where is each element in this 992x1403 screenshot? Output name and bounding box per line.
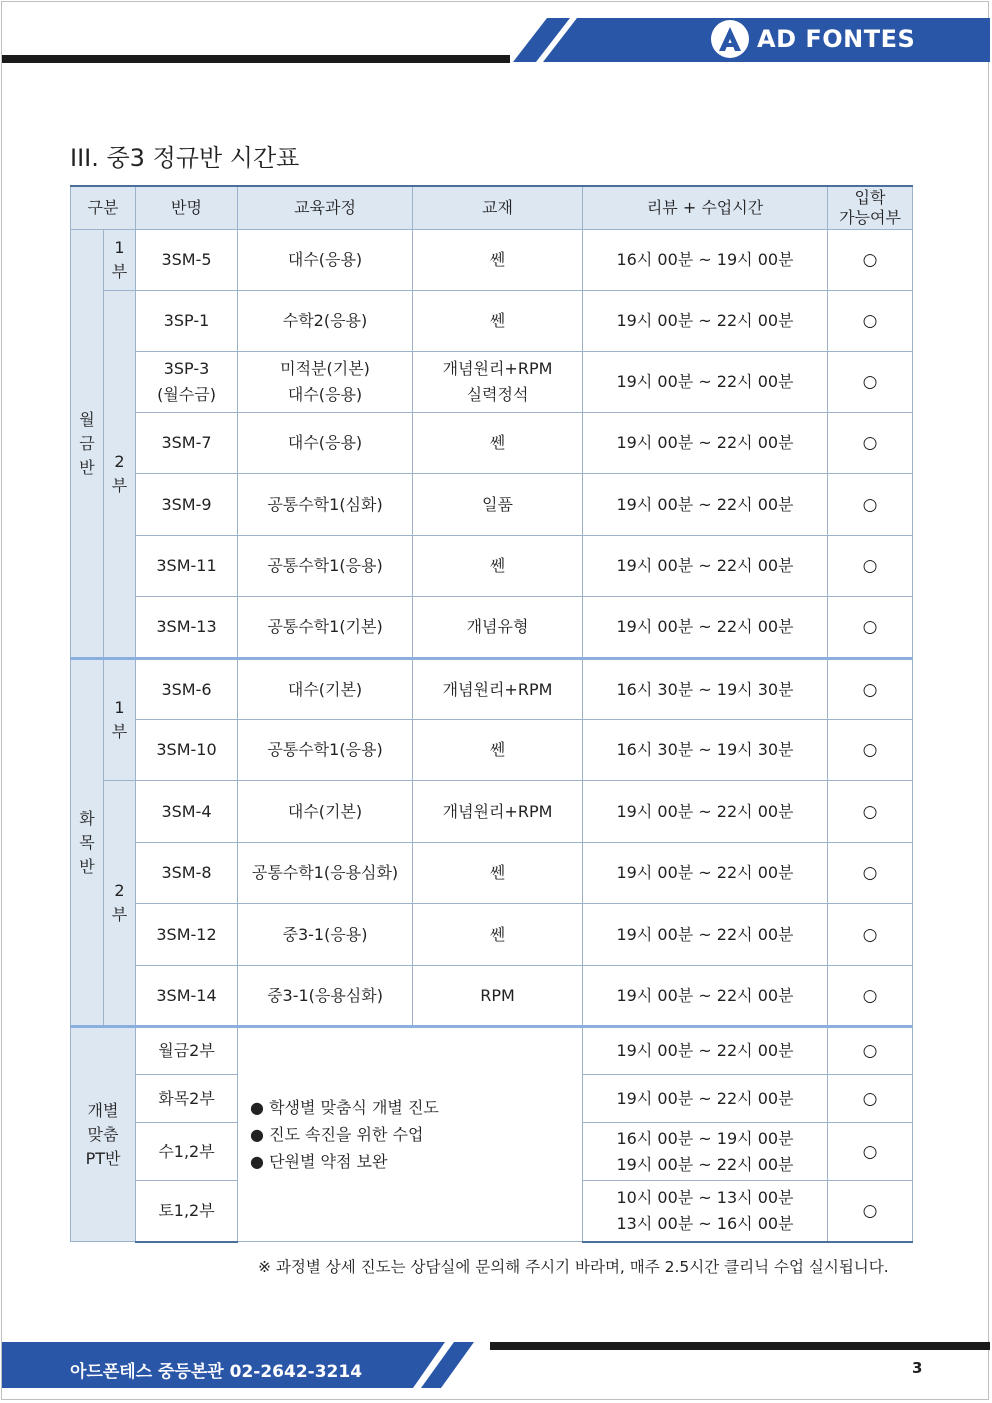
brand-logo <box>711 20 915 58</box>
section-title: III. 중3 정규반 시간표 <box>70 144 300 172</box>
class-time: 19시 00분 ~ 22시 00분 <box>583 413 828 474</box>
footer-contact: 아드폰테스 중등본관 02-2642-3214 <box>70 1362 363 1382</box>
col-header-course: 교육과정 <box>238 186 413 230</box>
header-rule <box>2 55 510 63</box>
part-label: 2 부 <box>104 781 136 1027</box>
class-time: 19시 00분 ~ 22시 00분 <box>583 966 828 1027</box>
part-label: 1 부 <box>104 659 136 781</box>
class-name: 3SM-8 <box>136 843 238 904</box>
admission-mark: ○ <box>828 352 913 413</box>
table-row <box>71 720 913 781</box>
class-name: 3SP-1 <box>136 291 238 352</box>
course-name: 중3-1(응용) <box>238 904 413 966</box>
admission-mark: ○ <box>828 1027 913 1075</box>
course-name: 수학2(응용) <box>238 291 413 352</box>
class-time: 19시 00분 ~ 22시 00분 <box>583 904 828 966</box>
logo-mark-icon <box>711 20 749 58</box>
admission-mark: ○ <box>828 413 913 474</box>
admission-mark: ○ <box>828 1123 913 1181</box>
class-time: 16시 30분 ~ 19시 30분 <box>583 720 828 781</box>
textbook: 일품 <box>413 474 583 536</box>
course-name: 공통수학1(기본) <box>238 597 413 659</box>
group-label-monfri: 월 금 반 <box>71 230 104 659</box>
class-name: 3SM-9 <box>136 474 238 536</box>
col-header-time: 리뷰 + 수업시간 <box>583 186 828 230</box>
textbook: 쎈 <box>413 720 583 781</box>
course-name: 대수(응용) <box>238 413 413 474</box>
admission-mark: ○ <box>828 1181 913 1242</box>
class-time: 16시 30분 ~ 19시 30분 <box>583 659 828 720</box>
admission-mark: ○ <box>828 843 913 904</box>
textbook: 개념원리+RPM 실력정석 <box>413 352 583 413</box>
class-name: 3SM-4 <box>136 781 238 843</box>
class-name: 3SM-10 <box>136 720 238 781</box>
class-time: 19시 00분 ~ 22시 00분 <box>583 843 828 904</box>
admission-mark: ○ <box>828 659 913 720</box>
course-name: 공통수학1(응용) <box>238 536 413 597</box>
part-label: 2 부 <box>104 291 136 659</box>
admission-mark: ○ <box>828 536 913 597</box>
brand-name: AD FONTES <box>757 25 916 53</box>
admission-mark: ○ <box>828 597 913 659</box>
class-time: 19시 00분 ~ 22시 00분 <box>583 536 828 597</box>
course-name: 공통수학1(응용) <box>238 720 413 781</box>
admission-mark: ○ <box>828 781 913 843</box>
class-name: 토1,2부 <box>136 1181 238 1242</box>
admission-mark: ○ <box>828 291 913 352</box>
course-name: 미적분(기본) 대수(응용) <box>238 352 413 413</box>
admission-mark: ○ <box>828 230 913 291</box>
class-time: 19시 00분 ~ 22시 00분 <box>583 1027 828 1075</box>
class-name: 3SM-13 <box>136 597 238 659</box>
table-row <box>71 291 913 352</box>
table-row <box>71 843 913 904</box>
table-row <box>71 966 913 1027</box>
course-name: 공통수학1(응용심화) <box>238 843 413 904</box>
table-row <box>71 597 913 659</box>
col-header-textbook: 교재 <box>413 186 583 230</box>
table-row <box>71 352 913 413</box>
col-header-class: 반명 <box>136 186 238 230</box>
textbook: 쎈 <box>413 291 583 352</box>
class-time: 16시 00분 ~ 19시 00분 19시 00분 ~ 22시 00분 <box>583 1123 828 1181</box>
col-header-admission: 입학 가능여부 <box>828 186 913 230</box>
textbook: 개념원리+RPM <box>413 781 583 843</box>
pt-bullet: ● 단원별 약점 보완 <box>250 1152 388 1171</box>
class-time: 19시 00분 ~ 22시 00분 <box>583 781 828 843</box>
table-row <box>71 413 913 474</box>
table-row <box>71 781 913 843</box>
textbook: 쎈 <box>413 843 583 904</box>
class-name: 3SM-6 <box>136 659 238 720</box>
class-time: 19시 00분 ~ 22시 00분 <box>583 352 828 413</box>
admission-mark: ○ <box>828 1075 913 1123</box>
textbook: RPM <box>413 966 583 1027</box>
timetable <box>70 185 913 1243</box>
class-name: 월금2부 <box>136 1027 238 1075</box>
textbook: 개념원리+RPM <box>413 659 583 720</box>
page-number: 3 <box>912 1359 923 1377</box>
course-name: 대수(기본) <box>238 781 413 843</box>
course-name: 중3-1(응용심화) <box>238 966 413 1027</box>
class-time: 19시 00분 ~ 22시 00분 <box>583 597 828 659</box>
class-time: 19시 00분 ~ 22시 00분 <box>583 474 828 536</box>
class-time: 19시 00분 ~ 22시 00분 <box>583 291 828 352</box>
textbook: 쎈 <box>413 413 583 474</box>
class-time: 19시 00분 ~ 22시 00분 <box>583 1075 828 1123</box>
textbook: 쎈 <box>413 536 583 597</box>
admission-mark: ○ <box>828 720 913 781</box>
class-name: 3SM-11 <box>136 536 238 597</box>
class-name: 수1,2부 <box>136 1123 238 1181</box>
textbook: 개념유형 <box>413 597 583 659</box>
class-name: 3SM-12 <box>136 904 238 966</box>
group-label-pt: 개별 맞춤 PT반 <box>71 1027 136 1242</box>
class-name: 3SM-7 <box>136 413 238 474</box>
admission-mark: ○ <box>828 474 913 536</box>
table-header-row <box>71 186 913 230</box>
table-row <box>71 230 913 291</box>
pt-bullet: ● 진도 속진을 위한 수업 <box>250 1125 424 1144</box>
admission-mark: ○ <box>828 966 913 1027</box>
admission-mark: ○ <box>828 904 913 966</box>
table-row <box>71 536 913 597</box>
class-name: 3SM-5 <box>136 230 238 291</box>
pt-bullet: ● 학생별 맞춤식 개별 진도 <box>250 1098 439 1117</box>
part-label: 1 부 <box>104 230 136 291</box>
pt-description <box>238 1027 583 1242</box>
class-name: 화목2부 <box>136 1075 238 1123</box>
table-row <box>71 474 913 536</box>
course-name: 대수(응용) <box>238 230 413 291</box>
class-name: 3SM-14 <box>136 966 238 1027</box>
course-name: 대수(기본) <box>238 659 413 720</box>
table-row <box>71 904 913 966</box>
course-name: 공통수학1(심화) <box>238 474 413 536</box>
footnote: ※ 과정별 상세 진도는 상담실에 문의해 주시기 바라며, 매주 2.5시간 클리닉 수업 실시됩니다. <box>258 1258 889 1276</box>
class-time: 16시 00분 ~ 19시 00분 <box>583 230 828 291</box>
textbook: 쎈 <box>413 904 583 966</box>
class-time: 10시 00분 ~ 13시 00분 13시 00분 ~ 16시 00분 <box>583 1181 828 1242</box>
table-row <box>71 1027 913 1075</box>
table-row <box>71 659 913 720</box>
col-header-category: 구분 <box>71 186 136 230</box>
class-name: 3SP-3 (월수금) <box>136 352 238 413</box>
textbook: 쎈 <box>413 230 583 291</box>
group-label-tuethu: 화 목 반 <box>71 659 104 1027</box>
